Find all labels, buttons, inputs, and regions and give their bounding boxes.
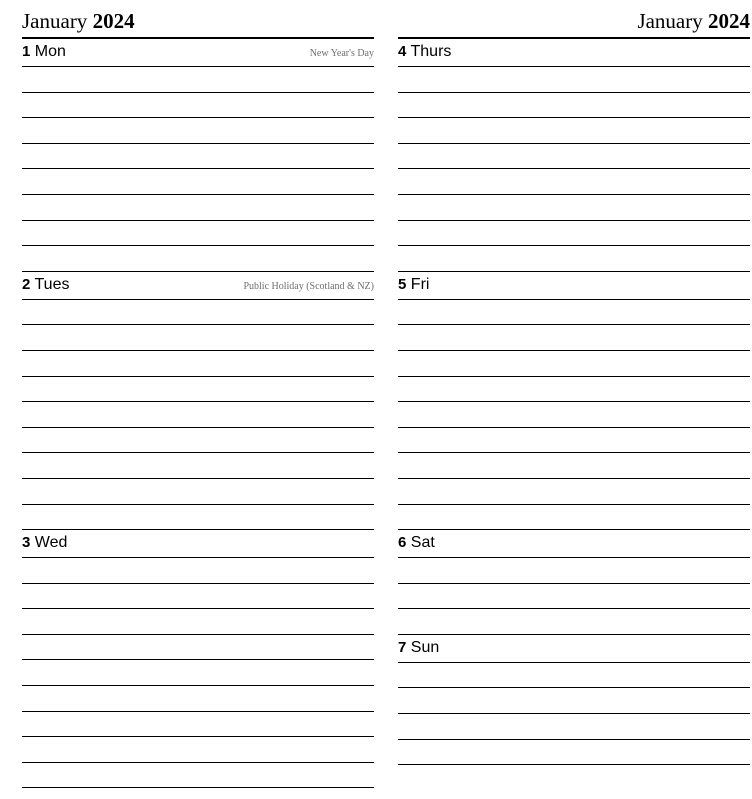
day-block-tues	[22, 272, 374, 530]
writing-line	[398, 428, 750, 454]
writing-line	[398, 740, 750, 766]
writing-line	[398, 505, 750, 531]
writing-line	[398, 479, 750, 505]
writing-line	[398, 453, 750, 479]
month-header-right	[398, 0, 750, 37]
writing-line	[398, 402, 750, 428]
day-name-mon: Mon	[34, 43, 66, 60]
month-header-left	[22, 0, 374, 37]
day-number-thurs: 4	[398, 43, 407, 60]
day-block-fri	[398, 272, 750, 530]
day-name-tues: Tues	[34, 275, 70, 293]
writing-line	[398, 558, 750, 584]
day-name-sun: Sun	[410, 638, 440, 656]
writing-line	[22, 712, 374, 738]
writing-line	[398, 246, 750, 272]
writing-line	[22, 144, 374, 170]
writing-line	[22, 169, 374, 195]
writing-line	[398, 351, 750, 377]
writing-line	[22, 351, 374, 377]
writing-line	[22, 584, 374, 610]
writing-line	[22, 558, 374, 584]
writing-line	[22, 763, 374, 789]
day-title-sun	[398, 639, 439, 657]
writing-line	[398, 118, 750, 144]
month-name-right: January	[637, 9, 703, 33]
writing-line	[22, 428, 374, 454]
writing-line	[398, 144, 750, 170]
writing-line	[22, 118, 374, 144]
writing-line	[22, 660, 374, 686]
day-title-thurs	[398, 43, 451, 61]
day-note-tues: Public Holiday (Scotland & NZ)	[243, 280, 374, 292]
writing-line	[22, 609, 374, 635]
writing-lines-thurs	[398, 67, 750, 272]
day-title-sat	[398, 534, 435, 552]
day-header-tues	[22, 272, 374, 298]
month-year-left: 2024	[92, 9, 135, 33]
day-header-fri	[398, 272, 750, 298]
writing-line	[22, 221, 374, 247]
writing-lines-sun	[398, 663, 750, 765]
day-number-mon: 1	[22, 43, 31, 60]
writing-lines-tues	[22, 300, 374, 530]
writing-line	[22, 325, 374, 351]
day-name-sat: Sat	[410, 534, 435, 552]
writing-line	[398, 195, 750, 221]
writing-lines-wed	[22, 558, 374, 788]
writing-line	[22, 377, 374, 403]
writing-line	[398, 688, 750, 714]
writing-line	[22, 402, 374, 428]
day-number-sun: 7	[398, 638, 407, 656]
day-number-tues: 2	[22, 275, 31, 293]
day-name-thurs: Thurs	[410, 43, 452, 60]
month-name-left: January	[22, 9, 88, 33]
day-block-sun	[398, 635, 750, 765]
writing-line	[398, 584, 750, 610]
planner-column-left	[22, 0, 374, 788]
writing-line	[398, 377, 750, 403]
day-title-fri	[398, 276, 429, 294]
day-note-mon: New Year's Day	[309, 48, 374, 59]
day-header-sun	[398, 635, 750, 661]
day-block-thurs	[398, 39, 750, 272]
day-number-fri: 5	[398, 275, 407, 293]
writing-line	[398, 663, 750, 689]
writing-lines-sat	[398, 558, 750, 635]
day-name-fri: Fri	[410, 275, 430, 293]
writing-line	[22, 635, 374, 661]
writing-line	[398, 714, 750, 740]
day-header-thurs	[398, 39, 750, 65]
day-number-sat: 6	[398, 534, 407, 552]
month-year-right: 2024	[708, 9, 750, 33]
writing-line	[22, 93, 374, 119]
writing-line	[22, 246, 374, 272]
writing-line	[398, 169, 750, 195]
writing-line	[398, 221, 750, 247]
writing-line	[22, 67, 374, 93]
writing-line	[22, 686, 374, 712]
writing-line	[22, 300, 374, 326]
writing-line	[22, 505, 374, 531]
day-block-wed	[22, 530, 374, 788]
writing-lines-mon	[22, 67, 374, 272]
day-header-wed	[22, 530, 374, 556]
writing-line	[398, 93, 750, 119]
day-title-mon	[22, 43, 66, 61]
writing-line	[398, 325, 750, 351]
writing-line	[398, 67, 750, 93]
day-title-tues	[22, 276, 69, 294]
writing-line	[22, 453, 374, 479]
writing-line	[22, 195, 374, 221]
writing-line	[22, 737, 374, 763]
writing-line	[22, 479, 374, 505]
day-block-sat	[398, 530, 750, 635]
day-number-wed: 3	[22, 534, 31, 552]
writing-line	[398, 609, 750, 635]
day-name-wed: Wed	[34, 534, 68, 552]
day-header-sat	[398, 530, 750, 556]
day-block-mon	[22, 39, 374, 272]
planner-column-right	[398, 0, 750, 765]
day-header-mon	[22, 39, 374, 65]
writing-lines-fri	[398, 300, 750, 530]
day-title-wed	[22, 534, 67, 552]
writing-line	[398, 300, 750, 326]
